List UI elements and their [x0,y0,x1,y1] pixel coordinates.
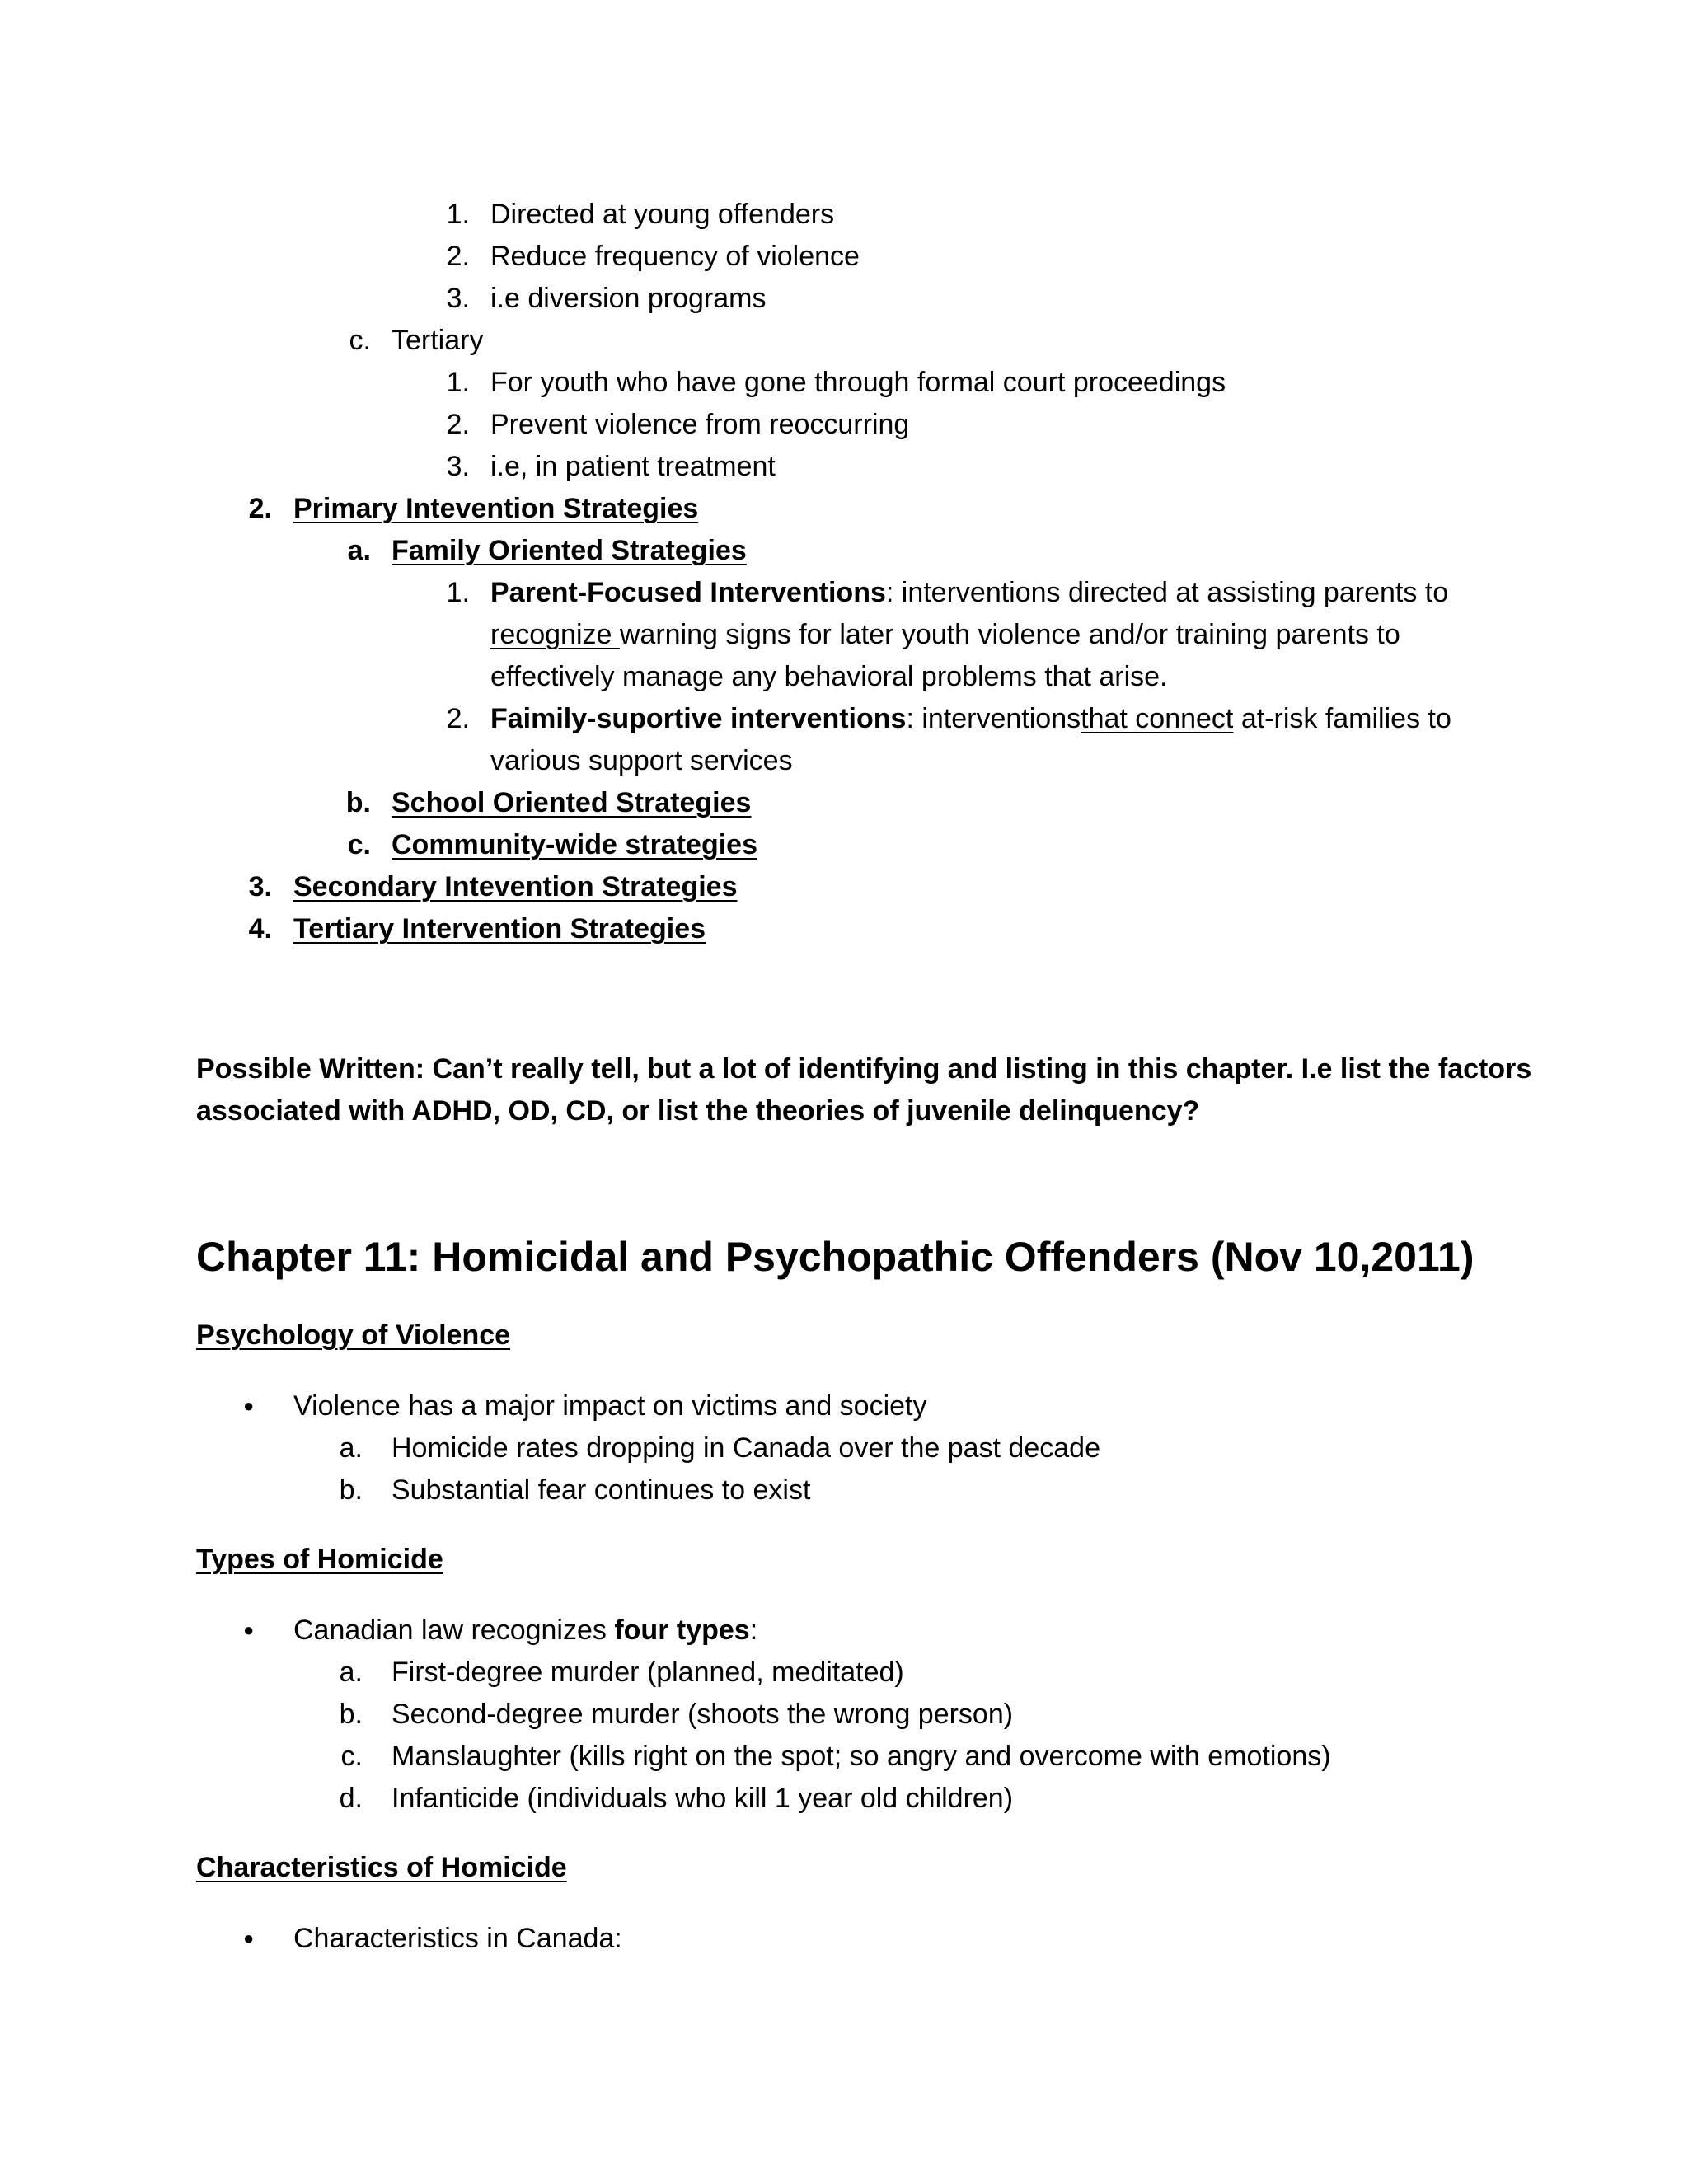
list-marker: b. [345,787,371,818]
list-item-continuation: various support services [490,745,793,776]
text-run: : [749,1615,758,1646]
list-item: i.e, in patient treatment [490,451,776,482]
list-item: First-degree murder (planned, meditated) [392,1657,904,1688]
chapter-title: Chapter 11: Homicidal and Psychopathic Offenders (Nov 10,2011) [196,1234,1475,1280]
list-marker: b. [339,1699,363,1730]
list-marker: 3. [446,451,470,482]
section-heading: Types of Homicide [196,1544,443,1575]
list-item: Second-degree murder (shoots the wrong person) [392,1699,1014,1730]
subsection-heading: School Oriented Strategies [392,787,752,818]
section-heading: Tertiary Intervention Strategies [293,913,706,944]
list-marker: 2. [446,703,470,734]
list-marker: 2. [248,493,272,524]
bullet-icon: ● [243,1619,255,1640]
section-heading: Primary Intevention Strategies [293,493,699,524]
list-item: Substantial fear continues to exist [392,1474,811,1506]
bullet-text: Characteristics in Canada: [293,1923,622,1954]
list-item: i.e diversion programs [490,283,767,314]
definition: at-risk families to [1233,703,1451,734]
section-heading: Characteristics of Homicide [196,1852,567,1883]
text-run: Canadian law recognizes [293,1615,615,1646]
list-marker: a. [339,1657,363,1688]
list-item: Directed at young offenders [490,199,835,230]
term: Parent-Focused Interventions [490,577,886,608]
bullet-text [293,1612,757,1648]
possible-written-line: Possible Written: Can’t really tell, but a lot of identifying and listing in this chapter. I.e list the factors [196,1053,1532,1085]
definition: : interventions [906,703,1081,734]
underlined-phrase: that connect [1081,703,1234,734]
list-marker: c. [349,325,371,356]
list-marker: a. [347,535,371,566]
definition: warning signs for later youth violence and/or training parents to [619,619,1400,650]
list-item: Prevent violence from reoccurring [490,409,910,440]
list-item-continuation: effectively manage any behavioral problems that arise. [490,661,1168,692]
emphasis: four types [614,1615,750,1646]
list-marker: a. [339,1432,363,1464]
list-marker: 2. [446,241,470,272]
list-marker: 1. [446,577,470,608]
list-item: Manslaughter (kills right on the spot; so angry and overcome with emotions) [392,1741,1331,1772]
possible-written-line: associated with ADHD, OD, CD, or list the theories of juvenile delinquency? [196,1095,1200,1127]
list-item [490,701,1451,737]
bullet-icon: ● [243,1395,255,1416]
list-marker: c. [340,1741,363,1772]
list-marker: b. [339,1474,363,1506]
list-marker: 1. [446,367,470,398]
definition: : interventions directed at assisting parents to [885,577,1449,608]
list-marker: 3. [446,283,470,314]
list-item-continuation [490,616,1400,653]
list-item: Homicide rates dropping in Canada over the past decade [392,1432,1100,1464]
section-heading: Secondary Intevention Strategies [293,871,738,902]
list-item: For youth who have gone through formal court proceedings [490,367,1226,398]
list-item: Reduce frequency of violence [490,241,860,272]
term: Faimily-suportive interventions [490,703,907,734]
list-marker: 1. [446,199,470,230]
list-marker: d. [339,1783,363,1814]
section-heading: Psychology of Violence [196,1319,511,1351]
list-item [490,574,1448,611]
list-marker: c. [347,829,371,860]
underlined-word: recognize [490,619,620,650]
bullet-text: Violence has a major impact on victims and society [293,1390,927,1422]
subsection-heading: Community-wide strategies [392,829,757,860]
list-item: Infanticide (individuals who kill 1 year old children) [392,1783,1014,1814]
subsection-heading: Family Oriented Strategies [392,535,747,566]
list-marker: 4. [248,913,272,944]
list-marker: 2. [446,409,470,440]
list-marker: 3. [248,871,272,902]
bullet-icon: ● [243,1928,255,1948]
tertiary-label: Tertiary [392,325,484,356]
